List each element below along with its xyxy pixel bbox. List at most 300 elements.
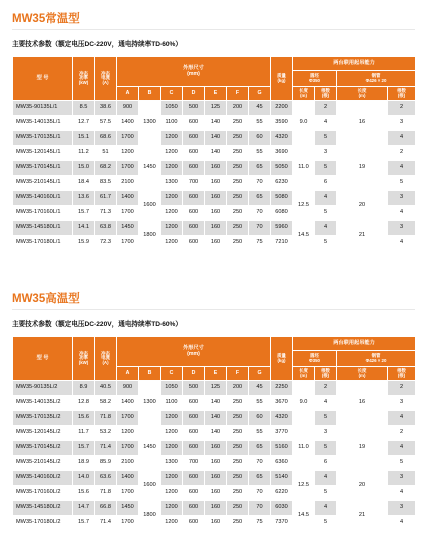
dim-d-cell: 600	[183, 396, 205, 411]
current-cell: 53.2	[95, 426, 117, 441]
dim-e-cell: 160	[205, 191, 227, 206]
power-cell: 15.1	[73, 131, 95, 146]
dim-a-cell: 1400	[117, 471, 139, 486]
mass-cell: 6230	[271, 176, 293, 191]
mass-cell: 4320	[271, 411, 293, 426]
header-col-f: F	[227, 367, 249, 381]
dim-f-cell: 250	[227, 441, 249, 456]
round-length-cell: 9.0	[293, 381, 315, 426]
dim-e-cell: 160	[205, 236, 227, 251]
pipe-count-cell: 2	[388, 381, 416, 396]
power-cell: 15.6	[73, 411, 95, 426]
pipe-length-cell: 21	[337, 221, 388, 251]
model-cell: MW35-170145L/1	[13, 161, 73, 176]
dim-d-cell: 600	[183, 161, 205, 176]
header-col-a: A	[117, 87, 139, 101]
round-length-cell: 14.5	[293, 221, 315, 251]
table-row	[13, 381, 416, 396]
dim-f-cell: 200	[227, 381, 249, 396]
dim-e-cell: 160	[205, 471, 227, 486]
dim-f-cell: 250	[227, 501, 249, 516]
dim-e-cell: 160	[205, 221, 227, 236]
dim-g-cell: 65	[249, 161, 271, 176]
pipe-count-cell: 3	[388, 116, 416, 131]
model-cell: MW35-170135L/2	[13, 411, 73, 426]
dim-a-cell: 1450	[117, 221, 139, 236]
mass-cell: 7210	[271, 236, 293, 251]
round-count-cell: 4	[315, 116, 337, 131]
dim-a-cell: 1700	[117, 441, 139, 456]
dim-g-cell: 70	[249, 486, 271, 501]
current-cell: 71.8	[95, 486, 117, 501]
dim-c-cell: 1300	[161, 176, 183, 191]
dim-c-cell: 1200	[161, 221, 183, 236]
power-cell: 15.7	[73, 516, 95, 531]
current-cell: 40.5	[95, 381, 117, 396]
header-col-a: A	[117, 367, 139, 381]
dim-a-cell: 1700	[117, 131, 139, 146]
dim-b-cell: 1300	[139, 101, 161, 146]
pipe-count-cell: 4	[388, 441, 416, 456]
dim-d-cell: 600	[183, 411, 205, 426]
pipe-count-cell: 3	[388, 501, 416, 516]
round-count-cell: 5	[315, 516, 337, 531]
dim-a-cell: 1700	[117, 161, 139, 176]
header-col-c: C	[161, 87, 183, 101]
header-col-f: F	[227, 87, 249, 101]
current-cell: 63.8	[95, 221, 117, 236]
pipe-length-cell: 19	[337, 426, 388, 471]
dim-e-cell: 140	[205, 396, 227, 411]
mass-cell: 5960	[271, 221, 293, 236]
header-col-b: B	[139, 87, 161, 101]
round-count-cell: 5	[315, 131, 337, 146]
current-cell: 85.9	[95, 456, 117, 471]
current-cell: 38.6	[95, 101, 117, 116]
header-col-b: B	[139, 367, 161, 381]
power-cell: 12.7	[73, 116, 95, 131]
current-cell: 71.8	[95, 411, 117, 426]
dim-f-cell: 250	[227, 396, 249, 411]
current-cell: 57.5	[95, 116, 117, 131]
round-count-cell: 2	[315, 101, 337, 116]
power-cell: 15.7	[73, 206, 95, 221]
dim-d-cell: 600	[183, 441, 205, 456]
dim-d-cell: 600	[183, 206, 205, 221]
model-cell: MW35-145180L/1	[13, 221, 73, 236]
pipe-count-cell: 4	[388, 486, 416, 501]
mass-cell: 6030	[271, 501, 293, 516]
dim-f-cell: 250	[227, 116, 249, 131]
dim-g-cell: 70	[249, 221, 271, 236]
pipe-length-cell: 16	[337, 381, 388, 426]
dim-g-cell: 70	[249, 501, 271, 516]
dim-e-cell: 160	[205, 161, 227, 176]
table-row	[13, 426, 416, 441]
pipe-count-cell: 3	[388, 471, 416, 486]
dim-b-cell: 1600	[139, 471, 161, 501]
dim-a-cell: 2100	[117, 176, 139, 191]
header-round-billet: 圆坯 Φ350	[293, 351, 337, 367]
dim-d-cell: 600	[183, 146, 205, 161]
round-count-cell: 4	[315, 396, 337, 411]
pipe-count-cell: 3	[388, 221, 416, 236]
round-count-cell: 6	[315, 456, 337, 471]
round-count-cell: 3	[315, 426, 337, 441]
spec-table	[12, 336, 416, 531]
dim-c-cell: 1200	[161, 516, 183, 531]
round-count-cell: 2	[315, 381, 337, 396]
header-model: 型 号	[13, 57, 73, 101]
dim-a-cell: 1200	[117, 426, 139, 441]
dim-g-cell: 75	[249, 236, 271, 251]
pipe-count-cell: 3	[388, 396, 416, 411]
dim-d-cell: 700	[183, 176, 205, 191]
dim-d-cell: 500	[183, 101, 205, 116]
dim-e-cell: 160	[205, 441, 227, 456]
dim-d-cell: 600	[183, 486, 205, 501]
header-dimensions: 外形尺寸 (mm)	[117, 57, 271, 87]
pipe-count-cell: 4	[388, 206, 416, 221]
dim-c-cell: 1300	[161, 456, 183, 471]
dim-c-cell: 1200	[161, 206, 183, 221]
mass-cell: 3590	[271, 116, 293, 131]
dim-c-cell: 1200	[161, 471, 183, 486]
header-round-billet: 圆坯 Φ350	[293, 71, 337, 87]
round-count-cell: 5	[315, 161, 337, 176]
header-col-e: E	[205, 367, 227, 381]
model-cell: MW35-170160L/2	[13, 486, 73, 501]
dim-f-cell: 250	[227, 221, 249, 236]
dim-g-cell: 70	[249, 206, 271, 221]
dim-e-cell: 140	[205, 426, 227, 441]
round-length-cell: 9.0	[293, 101, 315, 146]
round-length-cell: 11.0	[293, 146, 315, 191]
power-cell: 15.7	[73, 441, 95, 456]
header-mass: 质量 (kg)	[271, 57, 293, 101]
header-model: 型 号	[13, 337, 73, 381]
section-title: MW35高温型	[12, 293, 80, 305]
dim-a-cell: 1700	[117, 236, 139, 251]
table-row	[13, 191, 416, 206]
dim-a-cell: 1400	[117, 191, 139, 206]
dim-b-cell: 1800	[139, 221, 161, 251]
dim-a-cell: 1450	[117, 501, 139, 516]
model-cell: MW35-170180L/2	[13, 516, 73, 531]
header-count: 根数 (根)	[315, 87, 337, 101]
model-cell: MW35-210145L/2	[13, 456, 73, 471]
header-col-d: D	[183, 367, 205, 381]
dim-f-cell: 250	[227, 411, 249, 426]
power-cell: 11.2	[73, 146, 95, 161]
dim-d-cell: 600	[183, 221, 205, 236]
dim-f-cell: 250	[227, 191, 249, 206]
dim-f-cell: 250	[227, 206, 249, 221]
dim-e-cell: 125	[205, 101, 227, 116]
round-length-cell: 11.0	[293, 426, 315, 471]
dim-c-cell: 1200	[161, 236, 183, 251]
current-cell: 72.3	[95, 236, 117, 251]
power-cell: 15.9	[73, 236, 95, 251]
model-cell: MW35-90135L/2	[13, 381, 73, 396]
dim-c-cell: 1200	[161, 426, 183, 441]
dim-a-cell: 1700	[117, 516, 139, 531]
pipe-count-cell: 2	[388, 146, 416, 161]
power-cell: 11.7	[73, 426, 95, 441]
mass-cell: 6080	[271, 206, 293, 221]
current-cell: 71.4	[95, 441, 117, 456]
dim-c-cell: 1050	[161, 101, 183, 116]
dim-e-cell: 160	[205, 176, 227, 191]
mass-cell: 6360	[271, 456, 293, 471]
model-cell: MW35-120145L/1	[13, 146, 73, 161]
dim-d-cell: 600	[183, 236, 205, 251]
dim-f-cell: 250	[227, 161, 249, 176]
dim-b-cell: 1800	[139, 501, 161, 531]
power-cell: 15.0	[73, 161, 95, 176]
dim-e-cell: 160	[205, 206, 227, 221]
header-lifting-capacity: 两台联用起吊能力	[293, 337, 416, 351]
mass-cell: 4320	[271, 131, 293, 146]
model-cell: MW35-140160L/1	[13, 191, 73, 206]
header-length: 长度 (m)	[293, 87, 315, 101]
dim-g-cell: 45	[249, 101, 271, 116]
round-count-cell: 5	[315, 236, 337, 251]
dim-a-cell: 1700	[117, 486, 139, 501]
dim-g-cell: 55	[249, 426, 271, 441]
power-cell: 8.9	[73, 381, 95, 396]
round-count-cell: 4	[315, 471, 337, 486]
header-power: 冷态 功率 (kW)	[73, 57, 95, 101]
dim-f-cell: 200	[227, 101, 249, 116]
model-cell: MW35-170135L/1	[13, 131, 73, 146]
current-cell: 68.2	[95, 161, 117, 176]
round-count-cell: 5	[315, 486, 337, 501]
power-cell: 15.6	[73, 486, 95, 501]
dim-e-cell: 140	[205, 116, 227, 131]
divider	[12, 29, 415, 30]
header-col-c: C	[161, 367, 183, 381]
current-cell: 63.6	[95, 471, 117, 486]
dim-f-cell: 250	[227, 176, 249, 191]
dim-e-cell: 160	[205, 501, 227, 516]
round-length-cell: 12.5	[293, 191, 315, 221]
header-power: 冷态 功率 (kW)	[73, 337, 95, 381]
dim-g-cell: 65	[249, 441, 271, 456]
dim-a-cell: 1400	[117, 116, 139, 131]
round-length-cell: 12.5	[293, 471, 315, 501]
dim-e-cell: 140	[205, 146, 227, 161]
dim-g-cell: 70	[249, 176, 271, 191]
dim-f-cell: 250	[227, 471, 249, 486]
pipe-count-cell: 2	[388, 426, 416, 441]
dim-f-cell: 250	[227, 236, 249, 251]
round-count-cell: 3	[315, 146, 337, 161]
dim-a-cell: 1200	[117, 146, 139, 161]
dim-e-cell: 125	[205, 381, 227, 396]
dim-b-cell: 1450	[139, 146, 161, 191]
header-count: 根数 (根)	[315, 367, 337, 381]
power-cell: 8.5	[73, 101, 95, 116]
dim-e-cell: 160	[205, 516, 227, 531]
dim-c-cell: 1200	[161, 501, 183, 516]
dim-c-cell: 1200	[161, 131, 183, 146]
pipe-count-cell: 5	[388, 176, 416, 191]
dim-c-cell: 1200	[161, 441, 183, 456]
header-mass: 质量 (kg)	[271, 337, 293, 381]
dim-g-cell: 65	[249, 471, 271, 486]
dim-e-cell: 160	[205, 486, 227, 501]
dim-g-cell: 55	[249, 146, 271, 161]
power-cell: 12.8	[73, 396, 95, 411]
round-count-cell: 5	[315, 441, 337, 456]
table-row	[13, 101, 416, 116]
power-cell: 14.0	[73, 471, 95, 486]
current-cell: 71.4	[95, 516, 117, 531]
table-row	[13, 221, 416, 236]
power-cell: 18.9	[73, 456, 95, 471]
header-count: 根数 (根)	[388, 87, 416, 101]
round-count-cell: 4	[315, 501, 337, 516]
pipe-count-cell: 4	[388, 411, 416, 426]
dim-a-cell: 2100	[117, 456, 139, 471]
dim-g-cell: 60	[249, 411, 271, 426]
dim-g-cell: 45	[249, 381, 271, 396]
mass-cell: 6220	[271, 486, 293, 501]
header-length: 长度 (m)	[337, 87, 388, 101]
pipe-length-cell: 20	[337, 191, 388, 221]
model-cell: MW35-140160L/2	[13, 471, 73, 486]
pipe-count-cell: 4	[388, 236, 416, 251]
pipe-length-cell: 19	[337, 146, 388, 191]
dim-a-cell: 1400	[117, 396, 139, 411]
dim-c-cell: 1200	[161, 161, 183, 176]
dim-d-cell: 500	[183, 381, 205, 396]
section-title: MW35常温型	[12, 13, 80, 25]
dim-g-cell: 55	[249, 116, 271, 131]
round-length-cell: 14.5	[293, 501, 315, 531]
dim-e-cell: 140	[205, 411, 227, 426]
mass-cell: 2250	[271, 381, 293, 396]
pipe-count-cell: 2	[388, 101, 416, 116]
model-cell: MW35-170160L/1	[13, 206, 73, 221]
pipe-count-cell: 4	[388, 131, 416, 146]
power-cell: 13.6	[73, 191, 95, 206]
dim-d-cell: 600	[183, 471, 205, 486]
power-cell: 14.7	[73, 501, 95, 516]
dim-c-cell: 1200	[161, 486, 183, 501]
pipe-count-cell: 4	[388, 516, 416, 531]
header-col-d: D	[183, 87, 205, 101]
power-cell: 14.1	[73, 221, 95, 236]
current-cell: 68.6	[95, 131, 117, 146]
current-cell: 83.5	[95, 176, 117, 191]
dim-f-cell: 250	[227, 456, 249, 471]
dim-e-cell: 140	[205, 131, 227, 146]
model-cell: MW35-140135L/2	[13, 396, 73, 411]
pipe-count-cell: 3	[388, 191, 416, 206]
mass-cell: 3690	[271, 146, 293, 161]
header-length: 长度 (m)	[337, 367, 388, 381]
table-row	[13, 471, 416, 486]
dim-b-cell: 1300	[139, 381, 161, 426]
divider	[12, 309, 415, 310]
model-cell: MW35-120145L/2	[13, 426, 73, 441]
mass-cell: 5050	[271, 161, 293, 176]
dim-f-cell: 250	[227, 486, 249, 501]
dim-f-cell: 250	[227, 516, 249, 531]
header-dimensions: 外形尺寸 (mm)	[117, 337, 271, 367]
round-count-cell: 6	[315, 176, 337, 191]
model-cell: MW35-210145L/1	[13, 176, 73, 191]
dim-g-cell: 55	[249, 396, 271, 411]
header-col-g: G	[249, 87, 271, 101]
dim-c-cell: 1200	[161, 411, 183, 426]
pipe-length-cell: 16	[337, 101, 388, 146]
header-current: 冷态 电流 (A)	[95, 337, 117, 381]
header-col-e: E	[205, 87, 227, 101]
dim-d-cell: 600	[183, 191, 205, 206]
dim-g-cell: 60	[249, 131, 271, 146]
mass-cell: 5160	[271, 441, 293, 456]
pipe-count-cell: 4	[388, 161, 416, 176]
pipe-length-cell: 21	[337, 501, 388, 531]
dim-d-cell: 700	[183, 456, 205, 471]
dim-f-cell: 250	[227, 426, 249, 441]
header-col-g: G	[249, 367, 271, 381]
dim-d-cell: 600	[183, 426, 205, 441]
round-count-cell: 4	[315, 191, 337, 206]
current-cell: 71.3	[95, 206, 117, 221]
round-count-cell: 5	[315, 411, 337, 426]
header-steel-pipe: 钢管 Φ426 × 20	[337, 351, 416, 367]
mass-cell: 3670	[271, 396, 293, 411]
section-subtitle: 主要技术参数（额定电压DC-220V，通电持续率TD-60%）	[12, 41, 182, 48]
dim-d-cell: 600	[183, 131, 205, 146]
model-cell: MW35-140135L/1	[13, 116, 73, 131]
dim-f-cell: 250	[227, 146, 249, 161]
dim-a-cell: 900	[117, 381, 139, 396]
current-cell: 66.8	[95, 501, 117, 516]
dim-d-cell: 600	[183, 516, 205, 531]
section-subtitle: 主要技术参数（额定电压DC-220V，通电持续率TD-60%）	[12, 321, 182, 328]
dim-c-cell: 1200	[161, 191, 183, 206]
dim-a-cell: 1700	[117, 206, 139, 221]
mass-cell: 7370	[271, 516, 293, 531]
mass-cell: 5080	[271, 191, 293, 206]
dim-d-cell: 600	[183, 116, 205, 131]
pipe-length-cell: 20	[337, 471, 388, 501]
dim-g-cell: 65	[249, 191, 271, 206]
model-cell: MW35-170180L/1	[13, 236, 73, 251]
header-current: 冷态 电流 (A)	[95, 57, 117, 101]
dim-a-cell: 900	[117, 101, 139, 116]
current-cell: 58.2	[95, 396, 117, 411]
dim-c-cell: 1100	[161, 116, 183, 131]
mass-cell: 5140	[271, 471, 293, 486]
dim-c-cell: 1200	[161, 146, 183, 161]
dim-b-cell: 1600	[139, 191, 161, 221]
model-cell: MW35-145180L/2	[13, 501, 73, 516]
current-cell: 61.7	[95, 191, 117, 206]
dim-a-cell: 1700	[117, 411, 139, 426]
header-length: 长度 (m)	[293, 367, 315, 381]
dim-f-cell: 250	[227, 131, 249, 146]
round-count-cell: 5	[315, 206, 337, 221]
dim-e-cell: 160	[205, 456, 227, 471]
power-cell: 18.4	[73, 176, 95, 191]
header-lifting-capacity: 两台联用起吊能力	[293, 57, 416, 71]
